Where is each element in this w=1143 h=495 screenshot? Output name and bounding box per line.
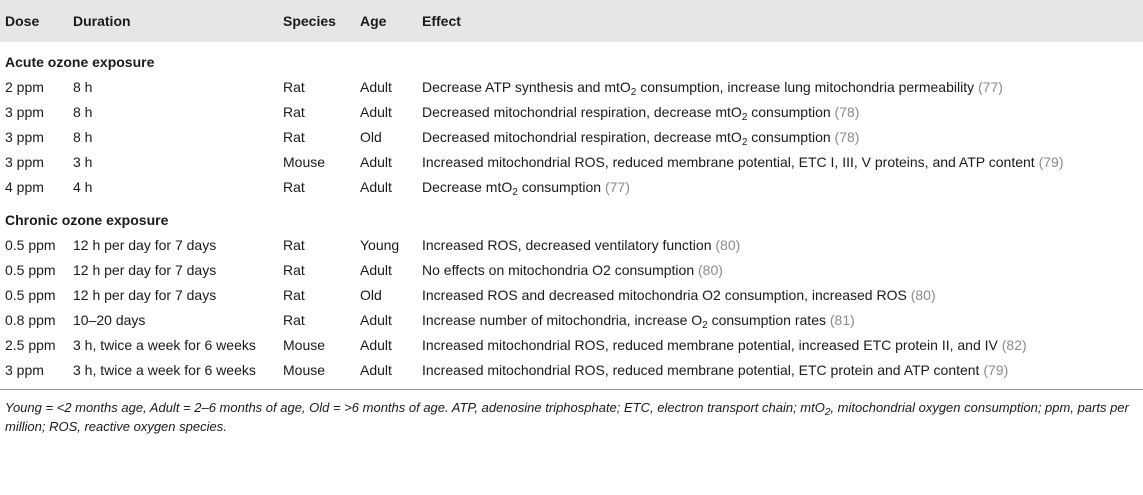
table-row xyxy=(0,100,1143,125)
cell-species: Rat xyxy=(283,129,305,145)
cell-dose: 3 ppm xyxy=(5,129,44,145)
table-row xyxy=(0,175,1143,200)
reference-link[interactable]: (82) xyxy=(1001,337,1027,353)
cell-species: Rat xyxy=(283,104,305,120)
subscript: 2 xyxy=(630,87,637,98)
cell-species: Rat xyxy=(283,79,305,95)
header-effect: Effect xyxy=(422,0,1143,42)
cell-duration: 3 h xyxy=(73,154,93,170)
header-species: Species xyxy=(283,0,360,42)
subscript: 2 xyxy=(512,187,518,198)
cell-age: Adult xyxy=(360,179,392,195)
text-fragment: Decrease mtO xyxy=(422,179,513,195)
cell-dose: 2.5 ppm xyxy=(5,337,56,353)
cell-species: Mouse xyxy=(283,358,360,390)
reference-link[interactable]: (77) xyxy=(977,79,1003,95)
table-row xyxy=(0,333,1143,358)
table-body xyxy=(0,42,1143,390)
cell-effect xyxy=(422,150,1143,175)
cell-dose: 0.5 ppm xyxy=(5,237,56,253)
cell-age: Adult xyxy=(360,262,392,278)
text-fragment: Increased mitochondrial ROS, reduced membrane potential, increased ETC protein II, and IV xyxy=(422,337,1002,353)
cell-species: Rat xyxy=(283,237,305,253)
cell-dose: 4 ppm xyxy=(5,179,44,195)
cell-species: Mouse xyxy=(283,154,326,170)
header-age: Age xyxy=(360,0,422,42)
text-fragment: Increased mitochondrial ROS, reduced membrane potential, ETC I, III, V proteins, and ATP content xyxy=(422,154,1039,170)
table-footnote xyxy=(0,390,1143,436)
reference-link[interactable]: (81) xyxy=(829,312,855,328)
text-fragment: Decrease ATP synthesis and mtO xyxy=(422,79,631,95)
cell-effect xyxy=(422,308,1143,333)
text-fragment: consumption rates xyxy=(707,312,830,328)
cell-age: Adult xyxy=(360,358,422,390)
reference-link[interactable]: (78) xyxy=(834,129,860,145)
cell-age: Young xyxy=(360,237,400,253)
header-dose: Dose xyxy=(0,0,73,42)
section-title: Chronic ozone exposure xyxy=(5,212,169,228)
cell-dose: 0.5 ppm xyxy=(5,287,56,303)
table-row xyxy=(0,358,1143,390)
cell-effect xyxy=(422,283,1143,308)
cell-duration: 3 h, twice a week for 6 weeks xyxy=(73,358,283,390)
cell-species: Rat xyxy=(283,262,305,278)
cell-duration: 12 h per day for 7 days xyxy=(73,287,217,303)
cell-dose: 2 ppm xyxy=(5,79,44,95)
cell-effect xyxy=(422,175,1143,200)
table-header xyxy=(0,0,1143,42)
cell-age: Old xyxy=(360,129,382,145)
text-fragment: Increased ROS and decreased mitochondria O2 consumption, increased ROS xyxy=(422,287,911,303)
header-duration: Duration xyxy=(73,0,283,42)
cell-effect xyxy=(422,233,1143,258)
subscript: 2 xyxy=(741,112,748,123)
cell-dose: 0.5 ppm xyxy=(5,262,56,278)
section-title: Acute ozone exposure xyxy=(5,54,155,70)
reference-link[interactable]: (78) xyxy=(834,104,860,120)
text-fragment: Decreased mitochondrial respiration, decrease mtO xyxy=(422,129,742,145)
cell-duration: 8 h xyxy=(73,79,93,95)
cell-effect xyxy=(422,125,1143,150)
cell-species: Rat xyxy=(283,179,305,195)
cell-duration: 8 h xyxy=(73,129,93,145)
text-fragment: , mitochondrial oxygen consumption; ppm, parts per million; ROS, reactive oxygen species. xyxy=(5,400,1129,434)
text-fragment: consumption xyxy=(747,104,835,120)
table-row xyxy=(0,258,1143,283)
cell-age: Adult xyxy=(360,312,392,328)
table-row xyxy=(0,308,1143,333)
text-fragment: Increased mitochondrial ROS, reduced membrane potential, ETC protein and ATP content xyxy=(422,362,984,378)
cell-duration: 12 h per day for 7 days xyxy=(73,262,217,278)
cell-duration: 10–20 days xyxy=(73,312,146,328)
cell-effect xyxy=(422,258,1143,283)
text-fragment: consumption xyxy=(747,129,835,145)
cell-species: Rat xyxy=(283,312,305,328)
cell-age: Adult xyxy=(360,104,392,120)
cell-effect xyxy=(422,358,1143,390)
cell-species: Rat xyxy=(283,287,305,303)
text-fragment: Young = <2 months age, Adult = 2–6 months of age, Old = >6 months of age. ATP, adenosine triphosphate; ETC, electron transport chain; mtO xyxy=(5,400,825,415)
cell-age: Old xyxy=(360,287,382,303)
reference-link[interactable]: (80) xyxy=(910,287,936,303)
table-row xyxy=(0,283,1143,308)
subscript: 2 xyxy=(702,320,708,331)
reference-link[interactable]: (80) xyxy=(698,262,723,278)
table-row xyxy=(0,233,1143,258)
cell-dose: 0.8 ppm xyxy=(5,312,56,328)
reference-link[interactable]: (77) xyxy=(604,179,630,195)
section-row xyxy=(0,42,1143,75)
text-fragment: No effects on mitochondria O2 consumption xyxy=(422,262,699,278)
table-row xyxy=(0,125,1143,150)
cell-duration: 3 h, twice a week for 6 weeks xyxy=(73,337,256,353)
table-row xyxy=(0,150,1143,175)
cell-species: Mouse xyxy=(283,337,326,353)
cell-dose: 3 ppm xyxy=(5,104,44,120)
text-fragment: Increased ROS, decreased ventilatory function xyxy=(422,237,716,253)
cell-age: Adult xyxy=(360,337,392,353)
subscript: 2 xyxy=(741,137,748,148)
text-fragment: Decreased mitochondrial respiration, decrease mtO xyxy=(422,104,742,120)
section-row xyxy=(0,200,1143,233)
cell-effect xyxy=(422,100,1143,125)
subscript: 2 xyxy=(824,407,831,418)
cell-dose: 3 ppm xyxy=(5,154,44,170)
cell-effect xyxy=(422,75,1143,100)
reference-link[interactable]: (80) xyxy=(715,237,741,253)
cell-dose: 3 ppm xyxy=(0,358,73,390)
cell-duration: 12 h per day for 7 days xyxy=(73,237,217,253)
text-fragment: Increase number of mitochondria, increase O xyxy=(422,312,703,328)
reference-link[interactable]: (79) xyxy=(1038,154,1064,170)
text-fragment: consumption xyxy=(517,179,605,195)
text-fragment: consumption, increase lung mitochondria permeability xyxy=(636,79,978,95)
cell-duration: 8 h xyxy=(73,104,93,120)
reference-link[interactable]: (79) xyxy=(983,362,1009,378)
table-row xyxy=(0,75,1143,100)
cell-age: Adult xyxy=(360,154,392,170)
cell-age: Adult xyxy=(360,79,392,95)
cell-effect xyxy=(422,333,1143,358)
cell-duration: 4 h xyxy=(73,179,93,195)
